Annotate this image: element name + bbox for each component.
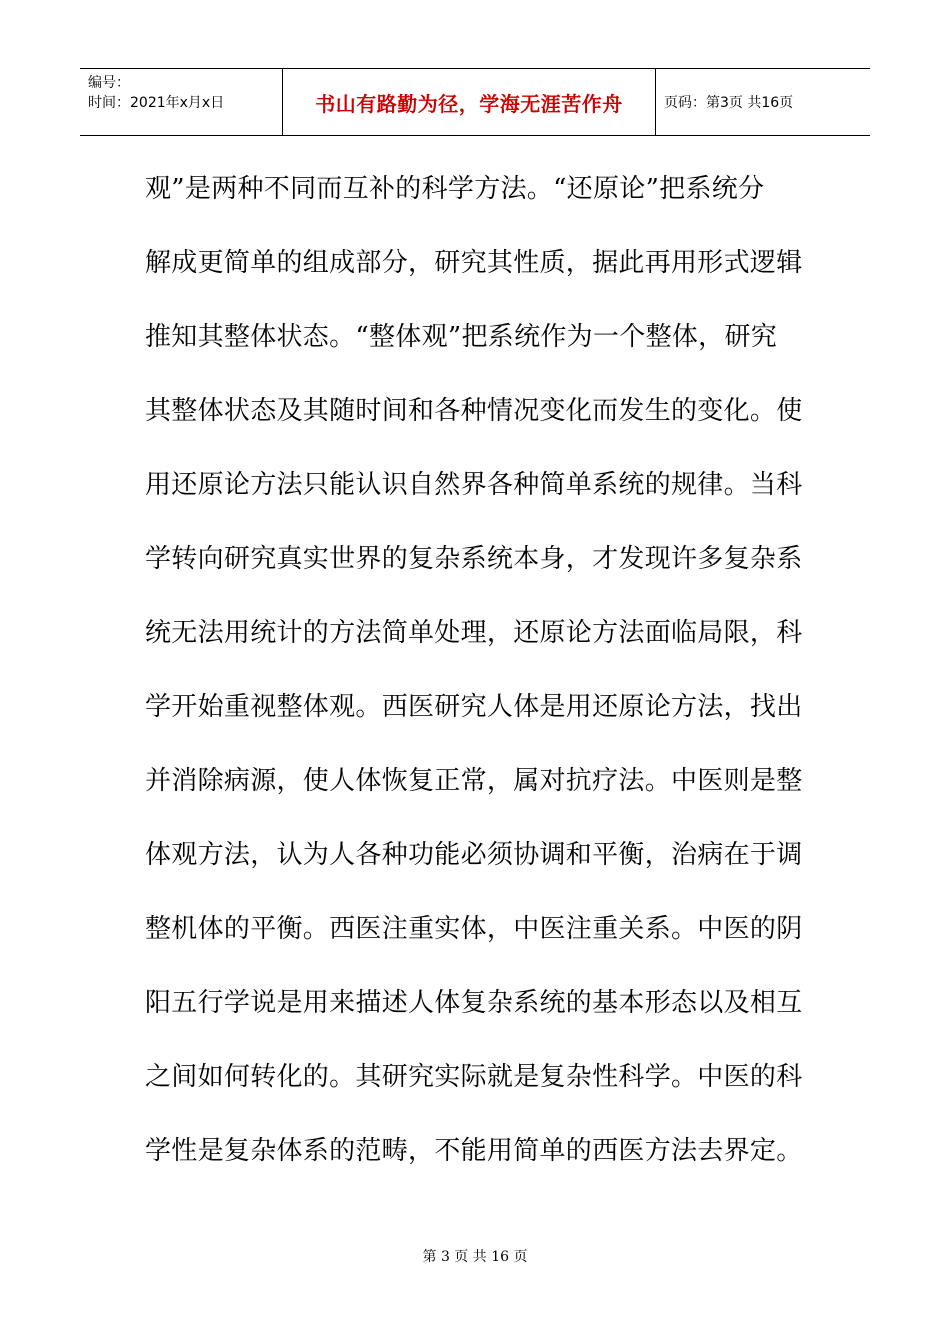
header-motto-cell — [283, 69, 656, 135]
body-line: 用还原论方法只能认识自然界各种简单系统的规律。当科 — [145, 470, 803, 500]
page-header — [80, 68, 870, 136]
header-page-cell — [656, 69, 870, 135]
header-page-info: 页码：第3页 共16页 — [664, 95, 794, 111]
body-paragraph — [145, 152, 803, 1188]
body-line: 解成更简单的组成部分，研究其性质，据此再用形式逻辑 — [145, 248, 803, 278]
footer-page-number: 第 3 页 共 16 页 — [422, 1249, 528, 1265]
body-line: 整机体的平衡。西医注重实体，中医注重关系。中医的阴 — [145, 914, 803, 944]
body-line: 之间如何转化的。其研究实际就是复杂性科学。中医的科 — [145, 1062, 803, 1092]
body-line: 推知其整体状态。“整体观”把系统作为一个整体，研究 — [145, 322, 778, 352]
body-line: 观”是两种不同而互补的科学方法。“还原论”把系统分 — [145, 174, 765, 204]
body-line: 阳五行学说是用来描述人体复杂系统的基本形态以及相互 — [145, 988, 803, 1018]
body-line: 学性是复杂体系的范畴，不能用简单的西医方法去界定。 — [145, 1136, 803, 1166]
body-line: 其整体状态及其随时间和各种情况变化而发生的变化。使 — [145, 396, 803, 426]
header-meta-cell — [80, 69, 283, 135]
body-line: 统无法用统计的方法简单处理，还原论方法面临局限，科 — [145, 618, 803, 648]
body-line: 学转向研究真实世界的复杂系统本身，才发现许多复杂系 — [145, 544, 803, 574]
body-line: 并消除病源，使人体恢复正常，属对抗疗法。中医则是整 — [145, 766, 803, 796]
body-line: 学开始重视整体观。西医研究人体是用还原论方法，找出 — [145, 692, 803, 722]
header-motto: 书山有路勤为径，学海无涯苦作舟 — [315, 91, 623, 116]
document-number-label: 编号： — [88, 75, 130, 91]
body-line: 体观方法，认为人各种功能必须协调和平衡，治病在于调 — [145, 840, 803, 870]
page-footer — [0, 1246, 950, 1266]
document-date-label: 时间：2021年x月x日 — [88, 95, 225, 111]
